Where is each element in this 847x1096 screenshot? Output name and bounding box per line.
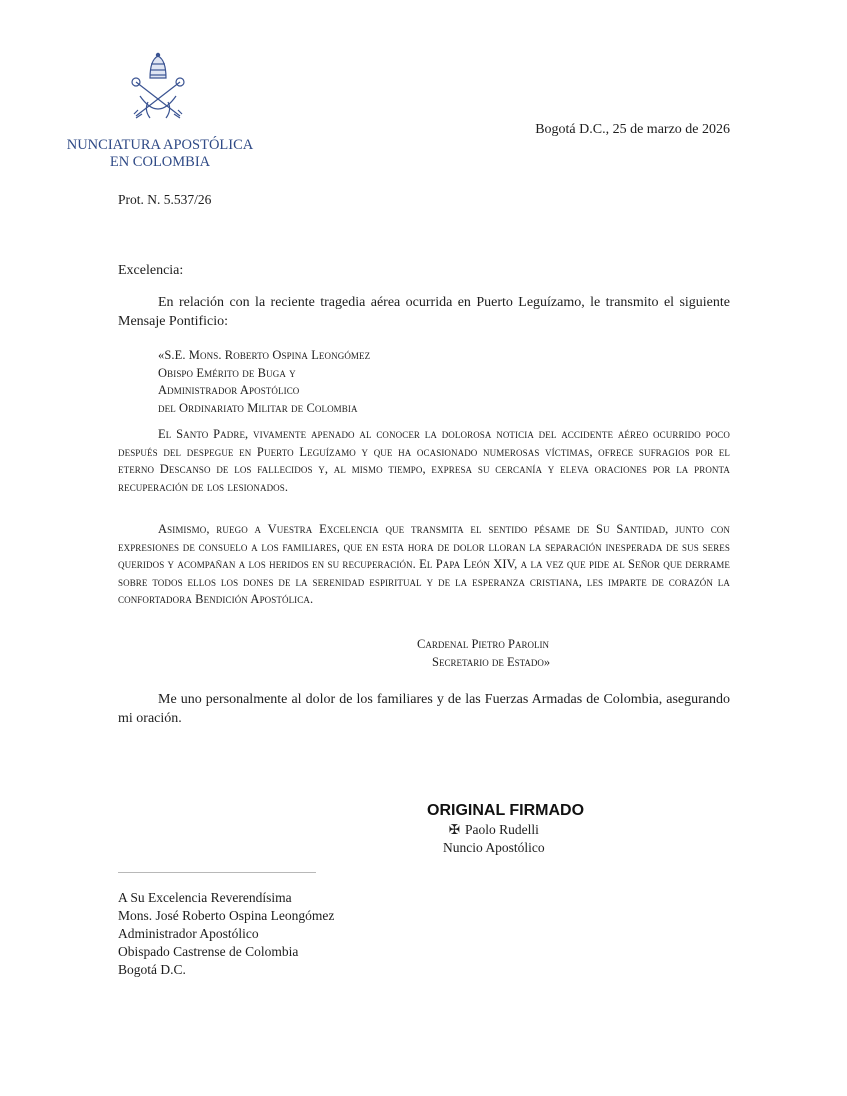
recipient-block [118,889,334,979]
protocol-number: Prot. N. 5.537/26 [118,192,212,207]
addressee-line: «S.E. Mons. Roberto Ospina Leongómez [158,348,371,362]
message-signatory [417,635,550,671]
closing-paragraph: Me uno personalmente al dolor de los familiares y de las Fuerzas Armadas de Colombia, asegurando mi oración. [118,692,730,726]
signer-block [443,821,545,857]
original-firmado-stamp: ORIGINAL FIRMADO [427,802,585,819]
cross-icon: ✠ [448,822,461,837]
message-paragraph-1: El Santo Padre, vivamente apenado al conocer la dolorosa noticia del accidente aéreo ocurrido poco después del despegue en Puerto Leguízamo y que ha ocasionado numerosas víctimas, ofrece sufragios por el eterno Descanso de los fallecidos y, al mismo tiempo, expresa su cercanía y eleva oraciones por la pronta recuperación de los lesionados. [118,427,730,494]
recipient-line: Bogotá D.C. [118,962,186,977]
recipient-line: Administrador Apostólico [118,926,259,941]
recipient-line: A Su Excelencia Reverendísima [118,890,292,905]
signer-name-line [443,821,545,839]
addressee-line: Obispo Emérito de Buga y [158,365,296,380]
addressee-line: Administrador Apostólico [158,383,300,397]
papal-crest-icon [126,52,190,124]
signatory-title: Secretario de Estado» [432,655,551,669]
org-line-1: NUNCIATURA APOSTÓLICA [66,137,254,153]
letter-date: Bogotá D.C., 25 de marzo de 2026 [535,122,730,137]
greeting: Excelencia: [118,263,184,278]
signer-name: Paolo Rudelli [465,822,539,837]
org-line-2: EN COLOMBIA [109,154,211,170]
intro-paragraph: En relación con la reciente tragedia aérea ocurrida en Puerto Leguízamo, le transmito el siguiente Mensaje Pontificio: [118,295,730,329]
divider-line [118,872,316,873]
signatory-name: Cardenal Pietro Parolin [417,637,549,651]
signer-title: Nuncio Apostólico [443,840,545,855]
message-addressee [158,347,558,417]
recipient-line: Mons. José Roberto Ospina Leongómez [118,908,335,923]
recipient-line: Obispado Castrense de Colombia [118,944,299,959]
addressee-line: del Ordinariato Militar de Colombia [158,400,358,415]
nunciature-name [60,137,260,171]
message-paragraph-2: Asimismo, ruego a Vuestra Excelencia que transmita el sentido pésame de Su Santidad, junto con expresiones de consuelo a los familiares, que en esta hora de dolor lloran la separación inesperada de sus seres queridos y acompañan a los heridos en su recuperación. El Papa León XIV, a la vez que pide al Señor que derrame sobre todos ellos los dones de la serenidad espiritual y de la esperanza cristiana, les imparte de corazón la confortadora Bendición Apostólica. [118,522,730,606]
